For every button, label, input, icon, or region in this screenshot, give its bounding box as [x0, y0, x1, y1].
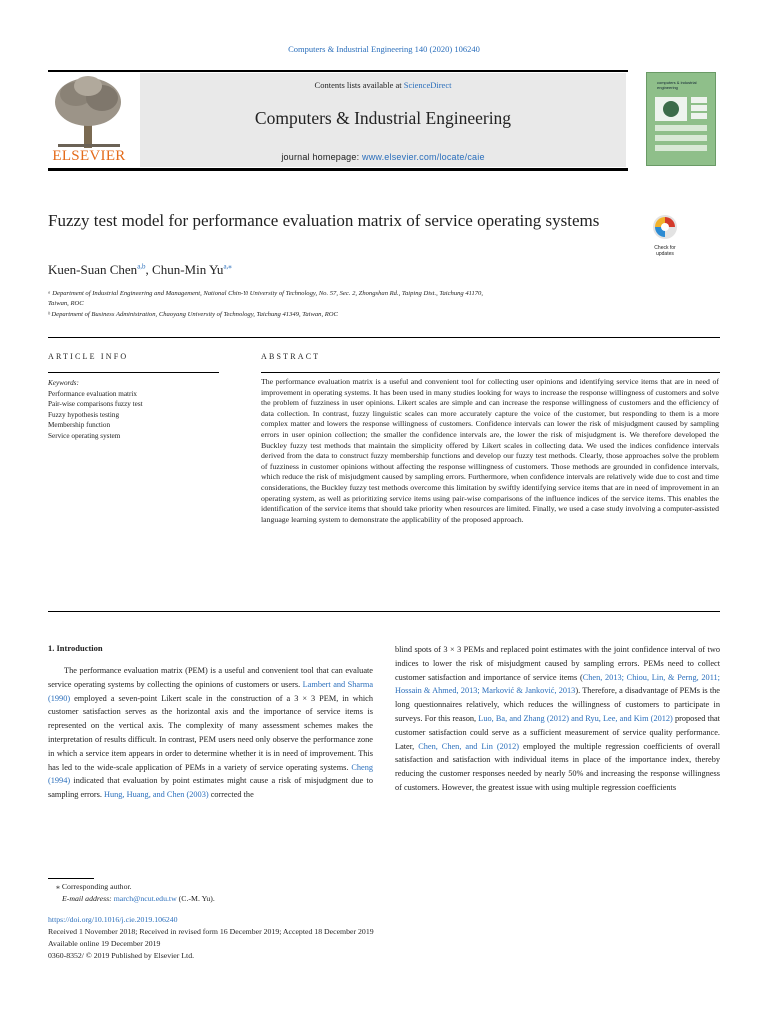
- citation-link[interactable]: Lambert and Sharma (1990): [48, 679, 373, 703]
- author-list: [48, 262, 232, 278]
- keyword-item: Fuzzy hypothesis testing: [48, 410, 120, 419]
- keyword-item: Membership function: [48, 421, 111, 429]
- article-info-rule: [48, 372, 219, 373]
- keyword-item: Service operating system: [48, 431, 121, 440]
- email-line: [62, 893, 215, 905]
- citation-link[interactable]: Chen, 2013; Chiou, Lin, & Perng, 2011; Hossain & Ahmed, 2013; Marković & Janković, 2013: [395, 672, 720, 696]
- author-name: Kuen-Suan Chen: [48, 262, 138, 277]
- intro-text: corrected the: [208, 790, 254, 800]
- author-separator: ,: [145, 262, 153, 277]
- journal-cover-thumbnail[interactable]: [646, 72, 716, 166]
- doi-line[interactable]: [48, 914, 178, 926]
- intro-left-column: [48, 664, 373, 802]
- abstract-text: The performance evaluation matrix is a useful and convenient tool for collecting user opinions and identifying service items that are in need of improvement in operating systems. It has been used in many studies looking for ways to increase the response willingness of customers and solve the problem of fuzziness in user opinions. Likert scales are simple and can increase the response willingness of customers and the efficiency of data collection. In contrast, fuzzy linguistic scales can more accurately capture the voice of the customer, but responding to them is a more complex matter and lowers the response willingness of customers. Confidence intervals can lower the risk of misjudgment caused by sampling errors in user opinion collection; the smaller the confidence intervals are, the lower the risk of misjudgment is. We therefore developed the Buckley fuzzy test methods that maintain the simplicity offered by Likert scales in collecting data. We used the indices confidence intervals derived from the data to construct fuzzy membership functions and develop our fuzzy test methods. Clearly, those approaches solve the problem of fuzziness in customer opinions without affecting the response willingness of customers. Those methods are grounded in confidence intervals, which reduce the risk of misjudgment caused by sampling errors. Furthermore, when confidence intervals are relatively wide due to cost and time considerations, the Buckley fuzzy test methods overcome this limitation by swiftly identifying service items that are in need of improvement in an operating system, as well as prioritizing service items using pair-wise comparisons of the influence indices of the service items. This enables the identification of the service items that should take priority when resources are limited. Finally, we used a case study involving a computer-assisted language learning system to demonstrate the applicability of the proposed approach.: [261, 377, 719, 524]
- available-online: Available online 19 December 2019: [48, 939, 161, 948]
- citation-link[interactable]: Hung, Huang, and Chen (2003): [104, 790, 209, 800]
- citation-link[interactable]: Chen, Chen, and Lin (2012): [418, 741, 519, 751]
- corresponding-author-note: ⁎ Corresponding author.: [56, 882, 132, 891]
- intro-text: employed the multiple regression coefficients of overall satisfaction and satisfaction with individual items in place of the importance index, thereby reducing the customer responses needed by nearly 50% and increasing the response willingness of customers. However, the greatest issue with using multiple regression coefficients: [395, 741, 720, 792]
- sciencedirect-link[interactable]: ScienceDirect: [403, 80, 452, 90]
- keyword-item: Performance evaluation matrix: [48, 389, 138, 398]
- received-dates: Received 1 November 2018; Received in revised form 16 December 2019; Accepted 18 December 2019: [48, 927, 374, 936]
- email-suffix: (C.-M. Yu).: [176, 894, 215, 903]
- intro-text: The performance evaluation matrix (PEM) is a useful and convenient tool that can evaluate service operating systems by collecting the opinions of customers or users.: [48, 666, 373, 689]
- doi-link[interactable]: https://doi.org/10.1016/j.cie.2019.106240: [48, 915, 178, 924]
- affiliation-a: [48, 289, 688, 308]
- author-name: Chun-Min Yu: [152, 262, 224, 277]
- contents-line: [140, 80, 626, 90]
- abstract-heading: ABSTRACT: [261, 352, 321, 361]
- keywords-block: [48, 378, 228, 441]
- email-label: E-mail address:: [62, 894, 114, 903]
- abstract-rule: [261, 372, 720, 373]
- intro-text: employed a seven-point Likert scale in the construction of a 3 × 3 PEM, in which customer satisfaction serves as the horizontal axis and the importance of service items is represented on the vertical axis. The complexity of many assessment schemes makes the interpretation of results difficult. In contrast, PEM users need only observe the performance zone in which a service item appears in order to determine whether it is in need of improvement. This has led to the wide-scale application of PEMs in a variety of service operating systems.: [48, 693, 373, 772]
- homepage-prefix: journal homepage:: [281, 152, 362, 162]
- banner-bottom-rule: [48, 168, 628, 171]
- intro-text: ). Therefore, a disadvantage of PEMs is the long questionnaires relatively, which reduces the willingness of customers to participate in surveys. For this reason,: [395, 686, 720, 723]
- keywords-label: Keywords:: [48, 379, 79, 387]
- introduction-heading: 1. Introduction: [48, 643, 103, 653]
- intro-text: blind spots of 3 × 3 PEMs and replaced point estimates with the joint confidence interval of two indices to lower the risk of misjudgment caused by sampling errors. PEMs need to collect customer satisfaction and importance of service items (: [395, 645, 720, 682]
- author-affiliation-marker[interactable]: a,b: [137, 262, 146, 271]
- top-rule: [48, 70, 628, 72]
- check-for-updates-badge[interactable]: [650, 214, 680, 257]
- abstract-bottom-rule: [48, 611, 720, 612]
- cover-graphic: [653, 95, 709, 157]
- cover-title: computers & industrial engineering: [657, 80, 697, 90]
- affiliation-a-line1: ᵃ Department of Industrial Engineering and Management, National Chin-Yi University of Technology, No. 57, Sec. 2, Zhongshan Rd., Taiping Dist., Taichung 41170,: [48, 290, 483, 297]
- intro-text: indicated that evaluation by point estimates might cause a risk of misjudgment due to sampling errors.: [48, 776, 373, 800]
- author-affiliation-marker[interactable]: a,: [223, 262, 229, 271]
- affiliation-a-line2: Taiwan, ROC: [48, 299, 84, 307]
- intro-right-column: [395, 643, 720, 795]
- keyword-item: Pair-wise comparisons fuzzy test: [48, 400, 143, 408]
- journal-homepage: [140, 152, 626, 162]
- journal-title: Computers & Industrial Engineering: [254, 108, 512, 128]
- journal-reference-link[interactable]: Computers & Industrial Engineering 140 (2020) 106240: [288, 44, 480, 54]
- citation-link[interactable]: Luo, Ba, and Zhang (2012) and Ryu, Lee, and Kim (2012): [478, 713, 673, 723]
- contents-prefix: Contents lists available at: [314, 80, 404, 90]
- affiliation-b: ᵇ Department of Business Administration, Chaoyang University of Technology, Taichung 41349, Taiwan, ROC: [48, 311, 338, 318]
- intro-text: proposed that customer satisfaction could serve as a sufficient measurement of service quality performance. Later,: [395, 713, 720, 751]
- journal-reference[interactable]: [0, 44, 768, 54]
- elsevier-wordmark: ELSEVIER: [52, 148, 126, 164]
- email-link[interactable]: march@ncut.edu.tw: [113, 894, 177, 903]
- issn-copyright: 0360-8352/ © 2019 Published by Elsevier Ltd.: [48, 951, 195, 960]
- corresponding-author-marker[interactable]: ⁎: [228, 262, 232, 271]
- crossmark-label: Check for updates: [654, 245, 676, 257]
- crossmark-icon: [650, 214, 680, 240]
- paper-title: Fuzzy test model for performance evaluation matrix of service operating systems: [48, 211, 600, 230]
- footnote-rule: [48, 878, 94, 879]
- section-rule: [48, 337, 720, 338]
- homepage-link[interactable]: www.elsevier.com/locate/caie: [362, 152, 485, 162]
- article-info-heading: ARTICLE INFO: [48, 352, 129, 361]
- citation-link[interactable]: Cheng (1994): [48, 762, 373, 786]
